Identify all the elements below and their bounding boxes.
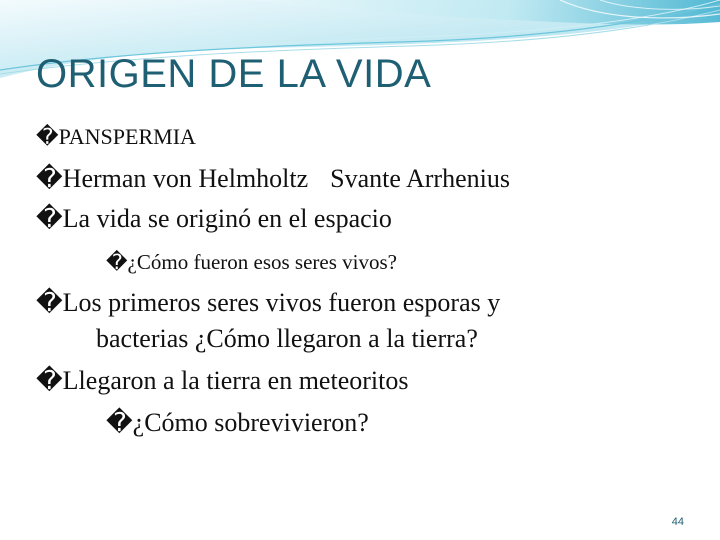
bullet-item-spores-continuation [96, 324, 478, 354]
bullet-icon: � [36, 164, 63, 194]
bullet-icon: � [36, 125, 59, 150]
bullet-icon: � [106, 408, 133, 438]
sub-bullet-item-question-beings [106, 250, 397, 275]
bullet-text: ¿Cómo sobrevivieron? [132, 408, 369, 437]
bullet-text-line2: bacterias ¿Cómo llegaron a la tierra? [96, 324, 478, 353]
bullet-icon: � [36, 288, 63, 318]
bullet-text: La vida se originó en el espacio [62, 204, 392, 233]
bullet-item-meteorites [36, 366, 408, 396]
bullet-item-spores [36, 288, 500, 318]
bullet-icon: � [36, 366, 63, 396]
page-number: 44 [671, 516, 684, 528]
bullet-text: Llegaron a la tierra en meteoritos [62, 366, 409, 395]
bullet-text-line1: Los primeros seres vivos fueron esporas y [62, 288, 501, 317]
bullet-icon: � [106, 250, 128, 274]
sub-bullet-item-survival [106, 408, 369, 438]
bullet-item-panspermia [36, 124, 196, 150]
bullet-item-scientists [36, 164, 510, 194]
bullet-text: ¿Cómo fueron esos seres vivos? [127, 250, 397, 274]
scientist-helmholtz: Herman von Helmholtz [62, 164, 309, 193]
slide-title: ORIGEN DE LA VIDA [36, 52, 432, 96]
bullet-icon: � [36, 204, 63, 234]
scientist-arrhenius: Svante Arrhenius [330, 164, 510, 193]
bullet-item-origin-space [36, 204, 392, 234]
bullet-text: PANSPERMIA [58, 124, 196, 149]
